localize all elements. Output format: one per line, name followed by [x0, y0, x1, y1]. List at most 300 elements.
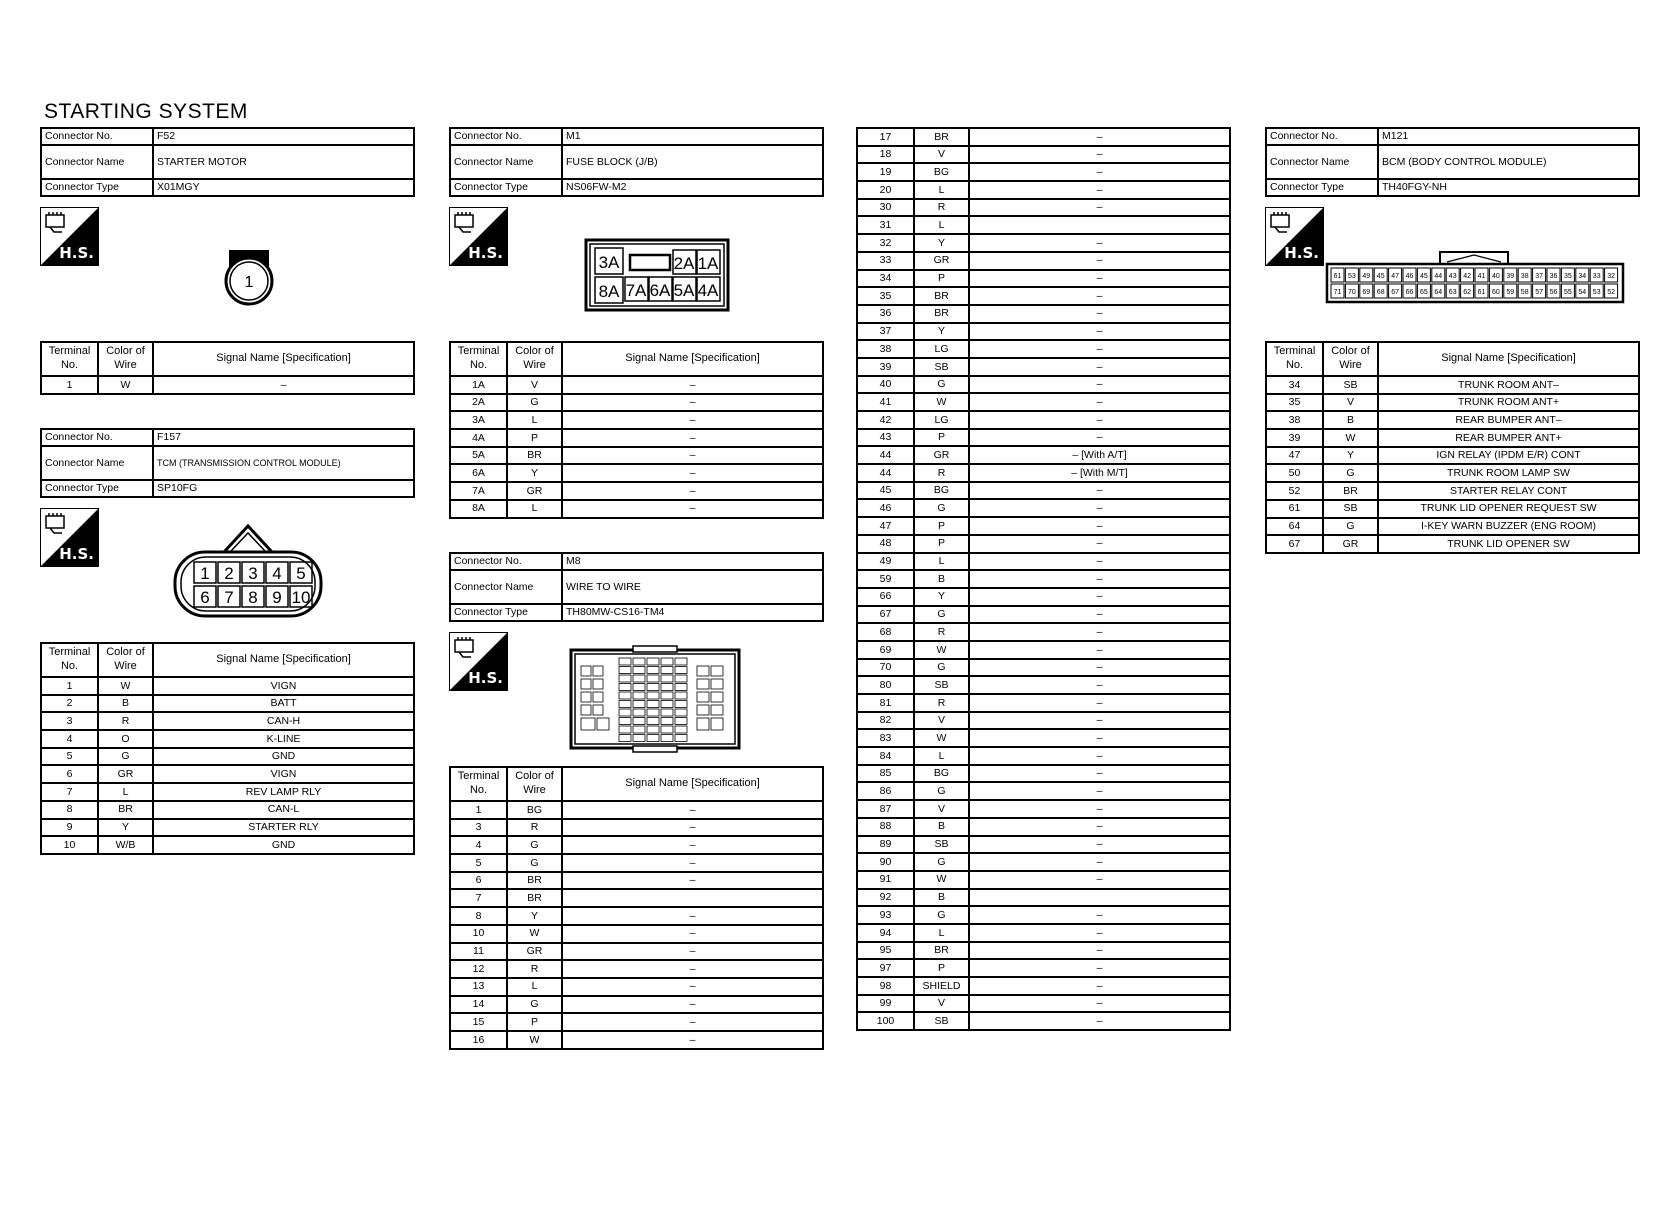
connector-no-value: F52 [153, 128, 414, 145]
terminal-no-cell: 98 [857, 977, 914, 995]
wire-color-cell: B [914, 889, 969, 907]
table-row [857, 676, 1230, 694]
terminal-no-cell: 93 [857, 906, 914, 924]
table-row [450, 907, 823, 925]
signal-name-cell: – [562, 943, 823, 961]
terminal-no-cell: 11 [450, 943, 507, 961]
signal-name-cell: – [969, 234, 1230, 252]
signal-name-cell: – [969, 659, 1230, 677]
table-row [450, 960, 823, 978]
signal-name-cell: – [969, 163, 1230, 181]
wire-color-cell: GR [507, 943, 562, 961]
terminal-no-cell: 4A [450, 429, 507, 447]
wire-color-cell: W/B [98, 836, 153, 854]
pin-label: 59 [1506, 289, 1515, 296]
wire-color-cell: V [914, 800, 969, 818]
pin-label: 2 [224, 564, 234, 583]
terminal-no-cell: 7 [41, 783, 98, 801]
terminal-no-cell: 10 [450, 925, 507, 943]
terminal-no-cell: 5 [41, 748, 98, 766]
signal-name-cell: STARTER RELAY CONT [1378, 482, 1639, 500]
wire-color-cell: BG [507, 801, 562, 819]
wire-color-cell: SB [1323, 376, 1378, 394]
signal-name-header: Signal Name [Specification] [562, 767, 823, 801]
wire-color-cell: LG [914, 340, 969, 358]
terminal-no-cell: 64 [1266, 518, 1323, 536]
signal-name-cell: – [969, 517, 1230, 535]
signal-name-cell: – [562, 376, 823, 394]
signal-name-cell: – [With M/T] [969, 464, 1230, 482]
wire-color-cell: SB [914, 836, 969, 854]
table-row [857, 800, 1230, 818]
signal-name-cell: – [969, 482, 1230, 500]
pin-label: 56 [1549, 289, 1558, 296]
column-1 [40, 127, 415, 197]
wire-color-cell: L [914, 181, 969, 199]
terminal-table-m8 [449, 766, 824, 1050]
terminal-no-cell: 32 [857, 234, 914, 252]
table-row [857, 517, 1230, 535]
connector-info-m8 [449, 552, 824, 622]
table-row [857, 216, 1230, 234]
terminal-no-cell: 6A [450, 464, 507, 482]
hs-label: H.S. [1284, 244, 1319, 262]
terminal-no-cell: 34 [1266, 376, 1323, 394]
connector-no-value: M121 [1378, 128, 1639, 145]
signal-name-cell: – [562, 500, 823, 518]
connector-type-label: Connector Type [1266, 179, 1378, 196]
table-row [450, 819, 823, 837]
signal-name-cell: – [562, 482, 823, 500]
terminal-no-cell: 1 [41, 677, 98, 695]
signal-name-cell: BATT [153, 695, 414, 713]
wire-color-cell: O [98, 730, 153, 748]
wire-color-cell: BR [914, 287, 969, 305]
connector-hand-icon [453, 211, 477, 233]
terminal-no-cell: 91 [857, 871, 914, 889]
pin-label: 65 [1420, 289, 1428, 296]
wire-color-cell: W [507, 1031, 562, 1049]
terminal-no-cell: 5 [450, 854, 507, 872]
terminal-no-cell: 16 [450, 1031, 507, 1049]
wire-color-cell: B [98, 695, 153, 713]
terminal-table-f52 [40, 341, 415, 395]
signal-name-cell: – [969, 942, 1230, 960]
table-row [857, 535, 1230, 553]
signal-name-cell: – [562, 960, 823, 978]
connector-type-value: TH40FGY-NH [1378, 179, 1639, 196]
signal-name-cell: REV LAMP RLY [153, 783, 414, 801]
signal-name-cell: – [969, 128, 1230, 146]
terminal-no-cell: 34 [857, 270, 914, 288]
pin-label: 38 [1520, 273, 1529, 280]
table-row [857, 818, 1230, 836]
table-row [450, 394, 823, 412]
terminal-table-m8-continued [856, 127, 1231, 1031]
connector-name-value: STARTER MOTOR [153, 145, 414, 179]
terminal-no-cell: 44 [857, 464, 914, 482]
wire-color-cell: G [507, 836, 562, 854]
table-row [1266, 464, 1639, 482]
signal-name-cell: – [969, 853, 1230, 871]
terminal-rows [857, 128, 1230, 1030]
terminal-no-cell: 33 [857, 252, 914, 270]
signal-name-cell: – [969, 570, 1230, 588]
terminal-no-header: Terminal No. [41, 643, 98, 677]
wire-color-cell: BG [914, 163, 969, 181]
wire-color-cell: L [914, 216, 969, 234]
wire-color-cell: G [914, 906, 969, 924]
terminal-no-cell: 39 [857, 358, 914, 376]
connector-face-m8 [569, 644, 741, 754]
signal-name-cell: TRUNK ROOM LAMP SW [1378, 464, 1639, 482]
wire-color-cell: GR [914, 446, 969, 464]
pin-label: 7A [625, 281, 647, 300]
table-row [1266, 482, 1639, 500]
terminal-no-cell: 3A [450, 411, 507, 429]
terminal-no-cell: 68 [857, 623, 914, 641]
terminal-no-cell: 35 [857, 287, 914, 305]
terminal-no-header: Terminal No. [1266, 342, 1323, 376]
terminal-no-cell: 3 [450, 819, 507, 837]
table-row [857, 729, 1230, 747]
connector-no-label: Connector No. [450, 553, 562, 570]
pin-label: 57 [1535, 289, 1543, 296]
wire-color-cell: L [507, 500, 562, 518]
wire-color-cell: G [914, 853, 969, 871]
wire-color-cell: V [507, 376, 562, 394]
wire-color-cell: Y [914, 234, 969, 252]
signal-name-cell: – [969, 305, 1230, 323]
signal-name-cell: – [969, 906, 1230, 924]
pin-label: 45 [1420, 273, 1428, 280]
table-row [857, 446, 1230, 464]
table-row [857, 836, 1230, 854]
terminal-no-cell: 46 [857, 499, 914, 517]
table-row [857, 252, 1230, 270]
table-row [857, 411, 1230, 429]
signal-name-cell: – [969, 376, 1230, 394]
wire-color-cell: B [914, 570, 969, 588]
signal-name-cell: TRUNK ROOM ANT– [1378, 376, 1639, 394]
terminal-no-cell: 6 [41, 765, 98, 783]
signal-name-cell: REAR BUMPER ANT– [1378, 411, 1639, 429]
connector-face-f157 [172, 522, 324, 620]
terminal-rows [1266, 376, 1639, 553]
table-row [857, 305, 1230, 323]
signal-name-cell [969, 889, 1230, 907]
wire-color-cell: Y [914, 588, 969, 606]
pin-label: 43 [1448, 273, 1457, 280]
wire-color-cell: R [914, 199, 969, 217]
pin-label: 66 [1405, 289, 1414, 296]
terminal-no-cell: 49 [857, 553, 914, 571]
connector-hand-icon [44, 211, 68, 233]
terminal-no-cell: 17 [857, 128, 914, 146]
table-row [857, 942, 1230, 960]
wire-color-cell: G [914, 376, 969, 394]
pin-label: 6A [649, 281, 671, 300]
signal-name-cell: – [969, 1012, 1230, 1030]
signal-name-cell: – [969, 977, 1230, 995]
pin-label: 5 [296, 564, 306, 583]
signal-name-cell: STARTER RLY [153, 819, 414, 837]
connector-no-label: Connector No. [41, 429, 153, 446]
wire-color-cell: G [507, 996, 562, 1014]
wire-color-cell: BR [507, 872, 562, 890]
signal-name-header: Signal Name [Specification] [562, 342, 823, 376]
pin-label: 52 [1607, 289, 1615, 296]
signal-name-cell: – [969, 623, 1230, 641]
table-row [857, 499, 1230, 517]
terminal-no-cell: 18 [857, 146, 914, 164]
terminal-no-cell: 97 [857, 959, 914, 977]
signal-name-cell: – [969, 729, 1230, 747]
signal-name-cell: – [969, 270, 1230, 288]
pin-label: 8 [248, 588, 258, 607]
signal-name-cell: – [562, 872, 823, 890]
signal-name-cell: – [969, 818, 1230, 836]
terminal-no-cell: 66 [857, 588, 914, 606]
pin-label: 4A [697, 281, 719, 300]
wire-color-cell: P [914, 429, 969, 447]
wire-color-cell: L [507, 978, 562, 996]
terminal-table-f157 [40, 642, 415, 855]
signal-name-cell: VIGN [153, 765, 414, 783]
pin-label: 6 [200, 588, 210, 607]
pin-label: 36 [1549, 273, 1558, 280]
table-row [857, 606, 1230, 624]
connector-type-value: NS06FW-M2 [562, 179, 823, 196]
signal-name-cell: REAR BUMPER ANT+ [1378, 429, 1639, 447]
pin-label: 60 [1492, 289, 1500, 296]
connector-name-label: Connector Name [450, 145, 562, 179]
terminal-no-cell: 87 [857, 800, 914, 818]
wire-color-cell: SB [914, 1012, 969, 1030]
connector-name-value: TCM (TRANSMISSION CONTROL MODULE) [153, 446, 414, 480]
pin-label: 47 [1391, 273, 1399, 280]
wire-color-cell: SB [914, 676, 969, 694]
table-row [41, 748, 414, 766]
table-row [857, 924, 1230, 942]
connector-info-m121 [1265, 127, 1640, 197]
pin-label: 49 [1362, 273, 1371, 280]
wire-color-cell: G [98, 748, 153, 766]
wire-color-cell: W [507, 925, 562, 943]
wire-color-cell: BR [1323, 482, 1378, 500]
pin-label: 71 [1333, 289, 1342, 296]
terminal-no-cell: 41 [857, 393, 914, 411]
table-row [857, 376, 1230, 394]
terminal-no-cell: 43 [857, 429, 914, 447]
pin-label: 70 [1348, 289, 1356, 296]
table-row [857, 1012, 1230, 1030]
table-row [1266, 500, 1639, 518]
signal-name-cell: – [969, 800, 1230, 818]
terminal-no-cell: 8 [450, 907, 507, 925]
wire-color-cell: BR [914, 305, 969, 323]
signal-name-cell: – [562, 429, 823, 447]
terminal-no-cell: 6 [450, 872, 507, 890]
wire-color-cell: BR [98, 801, 153, 819]
connector-type-value: SP10FG [153, 480, 414, 497]
connector-name-label: Connector Name [41, 145, 153, 179]
wire-color-cell: G [1323, 464, 1378, 482]
table-row [1266, 518, 1639, 536]
table-row [450, 411, 823, 429]
table-row [450, 978, 823, 996]
hs-label: H.S. [59, 244, 94, 262]
signal-name-cell: – [562, 819, 823, 837]
wire-color-cell: G [914, 782, 969, 800]
table-row [857, 323, 1230, 341]
wire-color-cell: G [507, 854, 562, 872]
signal-name-cell: – [969, 393, 1230, 411]
wire-color-cell: L [507, 411, 562, 429]
table-row [857, 623, 1230, 641]
connector-type-label: Connector Type [41, 480, 153, 497]
pin-label: 61 [1477, 289, 1486, 296]
pin-label: 8A [598, 282, 620, 301]
terminal-no-cell: 3 [41, 712, 98, 730]
terminal-no-cell: 20 [857, 181, 914, 199]
table-row [450, 500, 823, 518]
color-of-wire-header: Color of Wire [507, 342, 562, 376]
signal-name-cell: – [562, 1013, 823, 1031]
wire-color-cell: W [914, 729, 969, 747]
color-of-wire-header: Color of Wire [98, 342, 153, 376]
pin-label: 69 [1362, 289, 1371, 296]
signal-name-cell: – [969, 429, 1230, 447]
pin-label: 41 [1477, 273, 1486, 280]
terminal-no-cell: 1A [450, 376, 507, 394]
wire-color-cell: L [914, 924, 969, 942]
signal-name-cell: – [562, 996, 823, 1014]
table-row [41, 730, 414, 748]
wire-color-cell: W [914, 641, 969, 659]
signal-name-cell: – [969, 287, 1230, 305]
table-row [857, 482, 1230, 500]
wire-color-cell: SB [1323, 500, 1378, 518]
wire-color-cell: GR [507, 482, 562, 500]
pin-label: 9 [272, 588, 282, 607]
wire-color-cell: SB [914, 358, 969, 376]
signal-name-cell: – [562, 394, 823, 412]
signal-name-cell [562, 889, 823, 907]
terminal-no-cell: 82 [857, 712, 914, 730]
terminal-no-cell: 95 [857, 942, 914, 960]
table-row [857, 712, 1230, 730]
table-row [857, 234, 1230, 252]
table-row [450, 429, 823, 447]
terminal-no-cell: 8 [41, 801, 98, 819]
terminal-no-cell: 4 [450, 836, 507, 854]
terminal-no-cell: 42 [857, 411, 914, 429]
pin-label: 53 [1592, 289, 1601, 296]
wire-color-cell: R [914, 623, 969, 641]
wire-color-cell: L [98, 783, 153, 801]
table-row [450, 943, 823, 961]
terminal-no-cell: 86 [857, 782, 914, 800]
table-row [857, 995, 1230, 1013]
pin-label: 54 [1578, 289, 1587, 296]
wire-color-cell: W [914, 393, 969, 411]
table-row [857, 128, 1230, 146]
pin-label: 46 [1405, 273, 1414, 280]
connector-face-f52 [222, 245, 276, 307]
connector-type-value: TH80MW-CS16-TM4 [562, 604, 823, 621]
pin-label: 45 [1376, 273, 1385, 280]
connector-name-value: FUSE BLOCK (J/B) [562, 145, 823, 179]
signal-name-cell: – [969, 836, 1230, 854]
table-row [857, 570, 1230, 588]
terminal-no-cell: 19 [857, 163, 914, 181]
color-of-wire-header: Color of Wire [98, 643, 153, 677]
terminal-rows [450, 801, 823, 1049]
signal-name-cell: – [969, 871, 1230, 889]
signal-name-cell: – [969, 411, 1230, 429]
signal-name-header: Signal Name [Specification] [1378, 342, 1639, 376]
table-row [1266, 447, 1639, 465]
terminal-rows [41, 677, 414, 854]
signal-name-cell: – [969, 924, 1230, 942]
signal-name-cell: – [969, 252, 1230, 270]
hs-label: H.S. [468, 244, 503, 262]
signal-name-cell: TRUNK ROOM ANT+ [1378, 394, 1639, 412]
connector-no-label: Connector No. [1266, 128, 1378, 145]
terminal-no-cell: 7 [450, 889, 507, 907]
signal-name-cell: – [562, 411, 823, 429]
terminal-no-cell: 31 [857, 216, 914, 234]
wire-color-cell: R [507, 960, 562, 978]
connector-name-label: Connector Name [450, 570, 562, 604]
wire-color-cell: B [914, 818, 969, 836]
wire-color-cell: L [914, 553, 969, 571]
wire-color-cell: BG [914, 482, 969, 500]
terminal-no-cell: 12 [450, 960, 507, 978]
terminal-no-cell: 2A [450, 394, 507, 412]
connector-no-value: M1 [562, 128, 823, 145]
signal-name-cell: – [969, 340, 1230, 358]
hs-badge-m8 [449, 632, 508, 691]
table-row [41, 819, 414, 837]
pin-label: 61 [1333, 273, 1342, 280]
terminal-no-cell: 47 [857, 517, 914, 535]
hs-badge-m1 [449, 207, 508, 266]
signal-name-cell: CAN-L [153, 801, 414, 819]
table-row [857, 906, 1230, 924]
terminal-no-cell: 80 [857, 676, 914, 694]
terminal-no-cell: 94 [857, 924, 914, 942]
terminal-no-cell: 4 [41, 730, 98, 748]
signal-name-cell: IGN RELAY (IPDM E/R) CONT [1378, 447, 1639, 465]
wire-color-cell: L [914, 747, 969, 765]
pin-label: 1 [244, 274, 254, 291]
hs-badge-f52 [40, 207, 99, 266]
wire-color-cell: V [914, 146, 969, 164]
wire-color-cell: P [507, 1013, 562, 1031]
pin-label: 2A [673, 254, 695, 273]
wire-color-cell: Y [507, 464, 562, 482]
connector-type-label: Connector Type [450, 179, 562, 196]
terminal-no-cell: 90 [857, 853, 914, 871]
hs-label: H.S. [468, 669, 503, 687]
wire-color-cell: G [914, 499, 969, 517]
pin-label: 3A [598, 253, 620, 272]
table-row [857, 393, 1230, 411]
wire-color-cell: W [98, 677, 153, 695]
connector-info-m1 [449, 127, 824, 197]
